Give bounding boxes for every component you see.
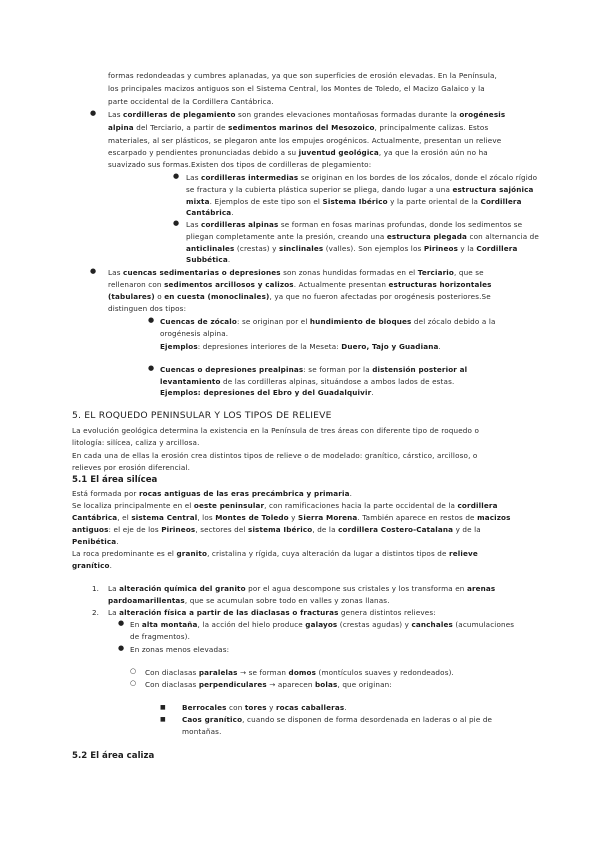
intermedias-line-2: se fractura y la cubierta plástica superior se pliega, dando lugar a una estructura sajónica <box>186 185 534 194</box>
list-number: 1. <box>92 584 99 593</box>
intermedias-line-1: Las cordilleras intermedias se originan en los bordes de los zócalos, donde el zócalo rígido <box>186 173 538 182</box>
intro-line-1: formas redondeadas y cumbres aplanadas, ya que son superficies de erosión elevadas. En la Península, <box>108 71 497 80</box>
plegamiento-line-5: suavizado sus formas.Existen dos tipos de cordilleras de plegamiento: <box>108 160 372 169</box>
cuencas-line-2: rellenaron con sedimentos arcillosos y calizos. Actualmente presentan estructuras horizontales <box>108 280 492 289</box>
zocalo-line-3: Ejemplos: depresiones interiores de la Meseta: Duero, Tajo y Guadiana. <box>160 342 441 351</box>
bullet-icon: ● <box>118 619 125 627</box>
bullet-icon: ● <box>173 219 180 227</box>
prealpinas-line-1: Cuencas o depresiones prealpinas: se forman por la distensión posterior al <box>160 365 468 374</box>
zocalo-line-2: orogénesis alpina. <box>160 329 229 338</box>
intermedias-line-4: Cantábrica. <box>186 208 234 217</box>
intermedias-line-3: mixta. Ejemplos de este tipo son el Sistema Ibérico y la parte oriental de la Cordillera <box>186 197 522 206</box>
silicea-line-2: Se localiza principalmente en el oeste peninsular, con ramificaciones hacia la parte occidental de la cordillera <box>72 501 498 510</box>
subsection-heading: 5.2 El área caliza <box>72 751 155 761</box>
plegamiento-line-3: materiales, al ser plásticos, se plegaron ante los empujes orogénicos. Actualmente, presentan un relieve <box>108 136 502 145</box>
bullet-icon: ● <box>118 644 125 652</box>
cuencas-line-1: Las cuencas sedimentarias o depresiones son zonas hundidas formadas en el Terciario, que se <box>108 268 484 277</box>
prealpinas-line-3: Ejemplos: depresiones del Ebro y del Guadalquivir. <box>160 388 374 397</box>
list-number: 2. <box>92 608 99 617</box>
silicea-line-5: Penibética. <box>72 537 119 546</box>
section5-line-3: En cada una de ellas la erosión crea distintos tipos de relieve o de modelado: granítico, cárstico, arcilloso, o <box>72 451 478 460</box>
alpinas-line-3: anticlinales (crestas) y sinclinales (valles). Son ejemplos los Pirineos y la Cordillera <box>186 244 518 253</box>
montana-line-1: En alta montaña, la acción del hielo produce galayos (crestas agudas) y canchales (acumulaciones <box>130 620 515 629</box>
bullet-icon: ● <box>148 364 155 372</box>
perpendiculares-line: Con diaclasas perpendiculares → aparecen bolas, que originan: <box>145 680 392 689</box>
section-heading: 5. EL ROQUEDO PENINSULAR Y LOS TIPOS DE RELIEVE <box>72 410 332 421</box>
section5-line-1: La evolución geológica determina la existencia en la Península de tres áreas con diferente tipo de roquedo o <box>72 426 480 435</box>
circle-bullet-icon: ○ <box>130 667 137 675</box>
intro-line-3: parte occidental de la Cordillera Cantábrica. <box>108 97 274 106</box>
plegamiento-line-4: escarpado y pendientes pronunciadas debido a su juventud geológica, ya que la erosión aún no ha <box>108 148 488 157</box>
intro-line-2: los principales macizos antiguos son el Sistema Central, los Montes de Toledo, el Macizo Galaico y la <box>108 84 485 93</box>
silicea-line-4: antiguos: el eje de los Pirineos, sectores del sistema Ibérico, de la cordillera Costero-Catalana y de la <box>72 525 481 534</box>
silicea-line-1: Está formada por rocas antiguas de las eras precámbrica y primaria. <box>72 489 353 498</box>
caos-line-2: montañas. <box>182 727 222 736</box>
silicea-line-7: granítico. <box>72 561 113 570</box>
plegamiento-line-2: alpina del Terciario, a partir de sedimentos marinos del Mesozoico, principalmente calizas. Estos <box>108 123 489 132</box>
subsection-heading: 5.1 El área silícea <box>72 475 158 485</box>
square-bullet-icon: ■ <box>160 704 166 711</box>
square-bullet-icon: ■ <box>160 716 166 723</box>
bullet-icon: ● <box>90 109 97 117</box>
circle-bullet-icon: ○ <box>130 679 137 687</box>
plegamiento-line-1: Las cordilleras de plegamiento son grandes elevaciones montañosas formadas durante la orogénesis <box>108 110 506 119</box>
section5-line-2: litología: silícea, caliza y arcillosa. <box>72 438 200 447</box>
alpinas-line-1: Las cordilleras alpinas se forman en fosas marinas profundas, donde los sedimentos se <box>186 220 523 229</box>
cuencas-line-4: distinguen dos tipos: <box>108 304 187 313</box>
alpinas-line-4: Subbética. <box>186 255 231 264</box>
bullet-icon: ● <box>148 316 155 324</box>
cuencas-line-3: (tabulares) o en cuesta (monoclinales), ya que no fueron afectadas por orogénesis posteriores.Se <box>108 292 491 301</box>
item1-line-2: pardoamarillentas, que se acumulan sobre todo en valles y zonas llanas. <box>108 596 390 605</box>
silicea-line-6: La roca predominante es el granito, cristalina y rígida, cuya alteración da lugar a distintos tipos de relieve <box>72 549 478 558</box>
berrocales-line: Berrocales con tores y rocas caballeras. <box>182 703 347 712</box>
bullet-icon: ● <box>173 172 180 180</box>
paralelas-line: Con diaclasas paralelas → se forman domos (montículos suaves y redondeados). <box>145 668 454 677</box>
prealpinas-line-2: levantamiento de las cordilleras alpinas, situándose a ambos lados de estas. <box>160 377 455 386</box>
caos-line-1: Caos granítico, cuando se disponen de forma desordenada en laderas o al pie de <box>182 715 493 724</box>
zocalo-line-1: Cuencas de zócalo: se originan por el hundimiento de bloques del zócalo debido a la <box>160 317 496 326</box>
item1-line-1: La alteración química del granito por el agua descompone sus cristales y los transforma en arenas <box>108 584 496 593</box>
section5-line-4: relieves por erosión diferencial. <box>72 463 191 472</box>
bullet-icon: ● <box>90 267 97 275</box>
item2-line-1: La alteración física a partir de las diaclasas o fracturas genera distintos relieves: <box>108 608 436 617</box>
bajas-line-1: En zonas menos elevadas: <box>130 645 230 654</box>
silicea-line-3: Cantábrica, el sistema Central, los Montes de Toledo y Sierra Morena. También aparece en restos de macizos <box>72 513 511 522</box>
alpinas-line-2: pliegan completamente ante la presión, creando una estructura plegada con alternancia de <box>186 232 539 241</box>
montana-line-2: de fragmentos). <box>130 632 190 641</box>
